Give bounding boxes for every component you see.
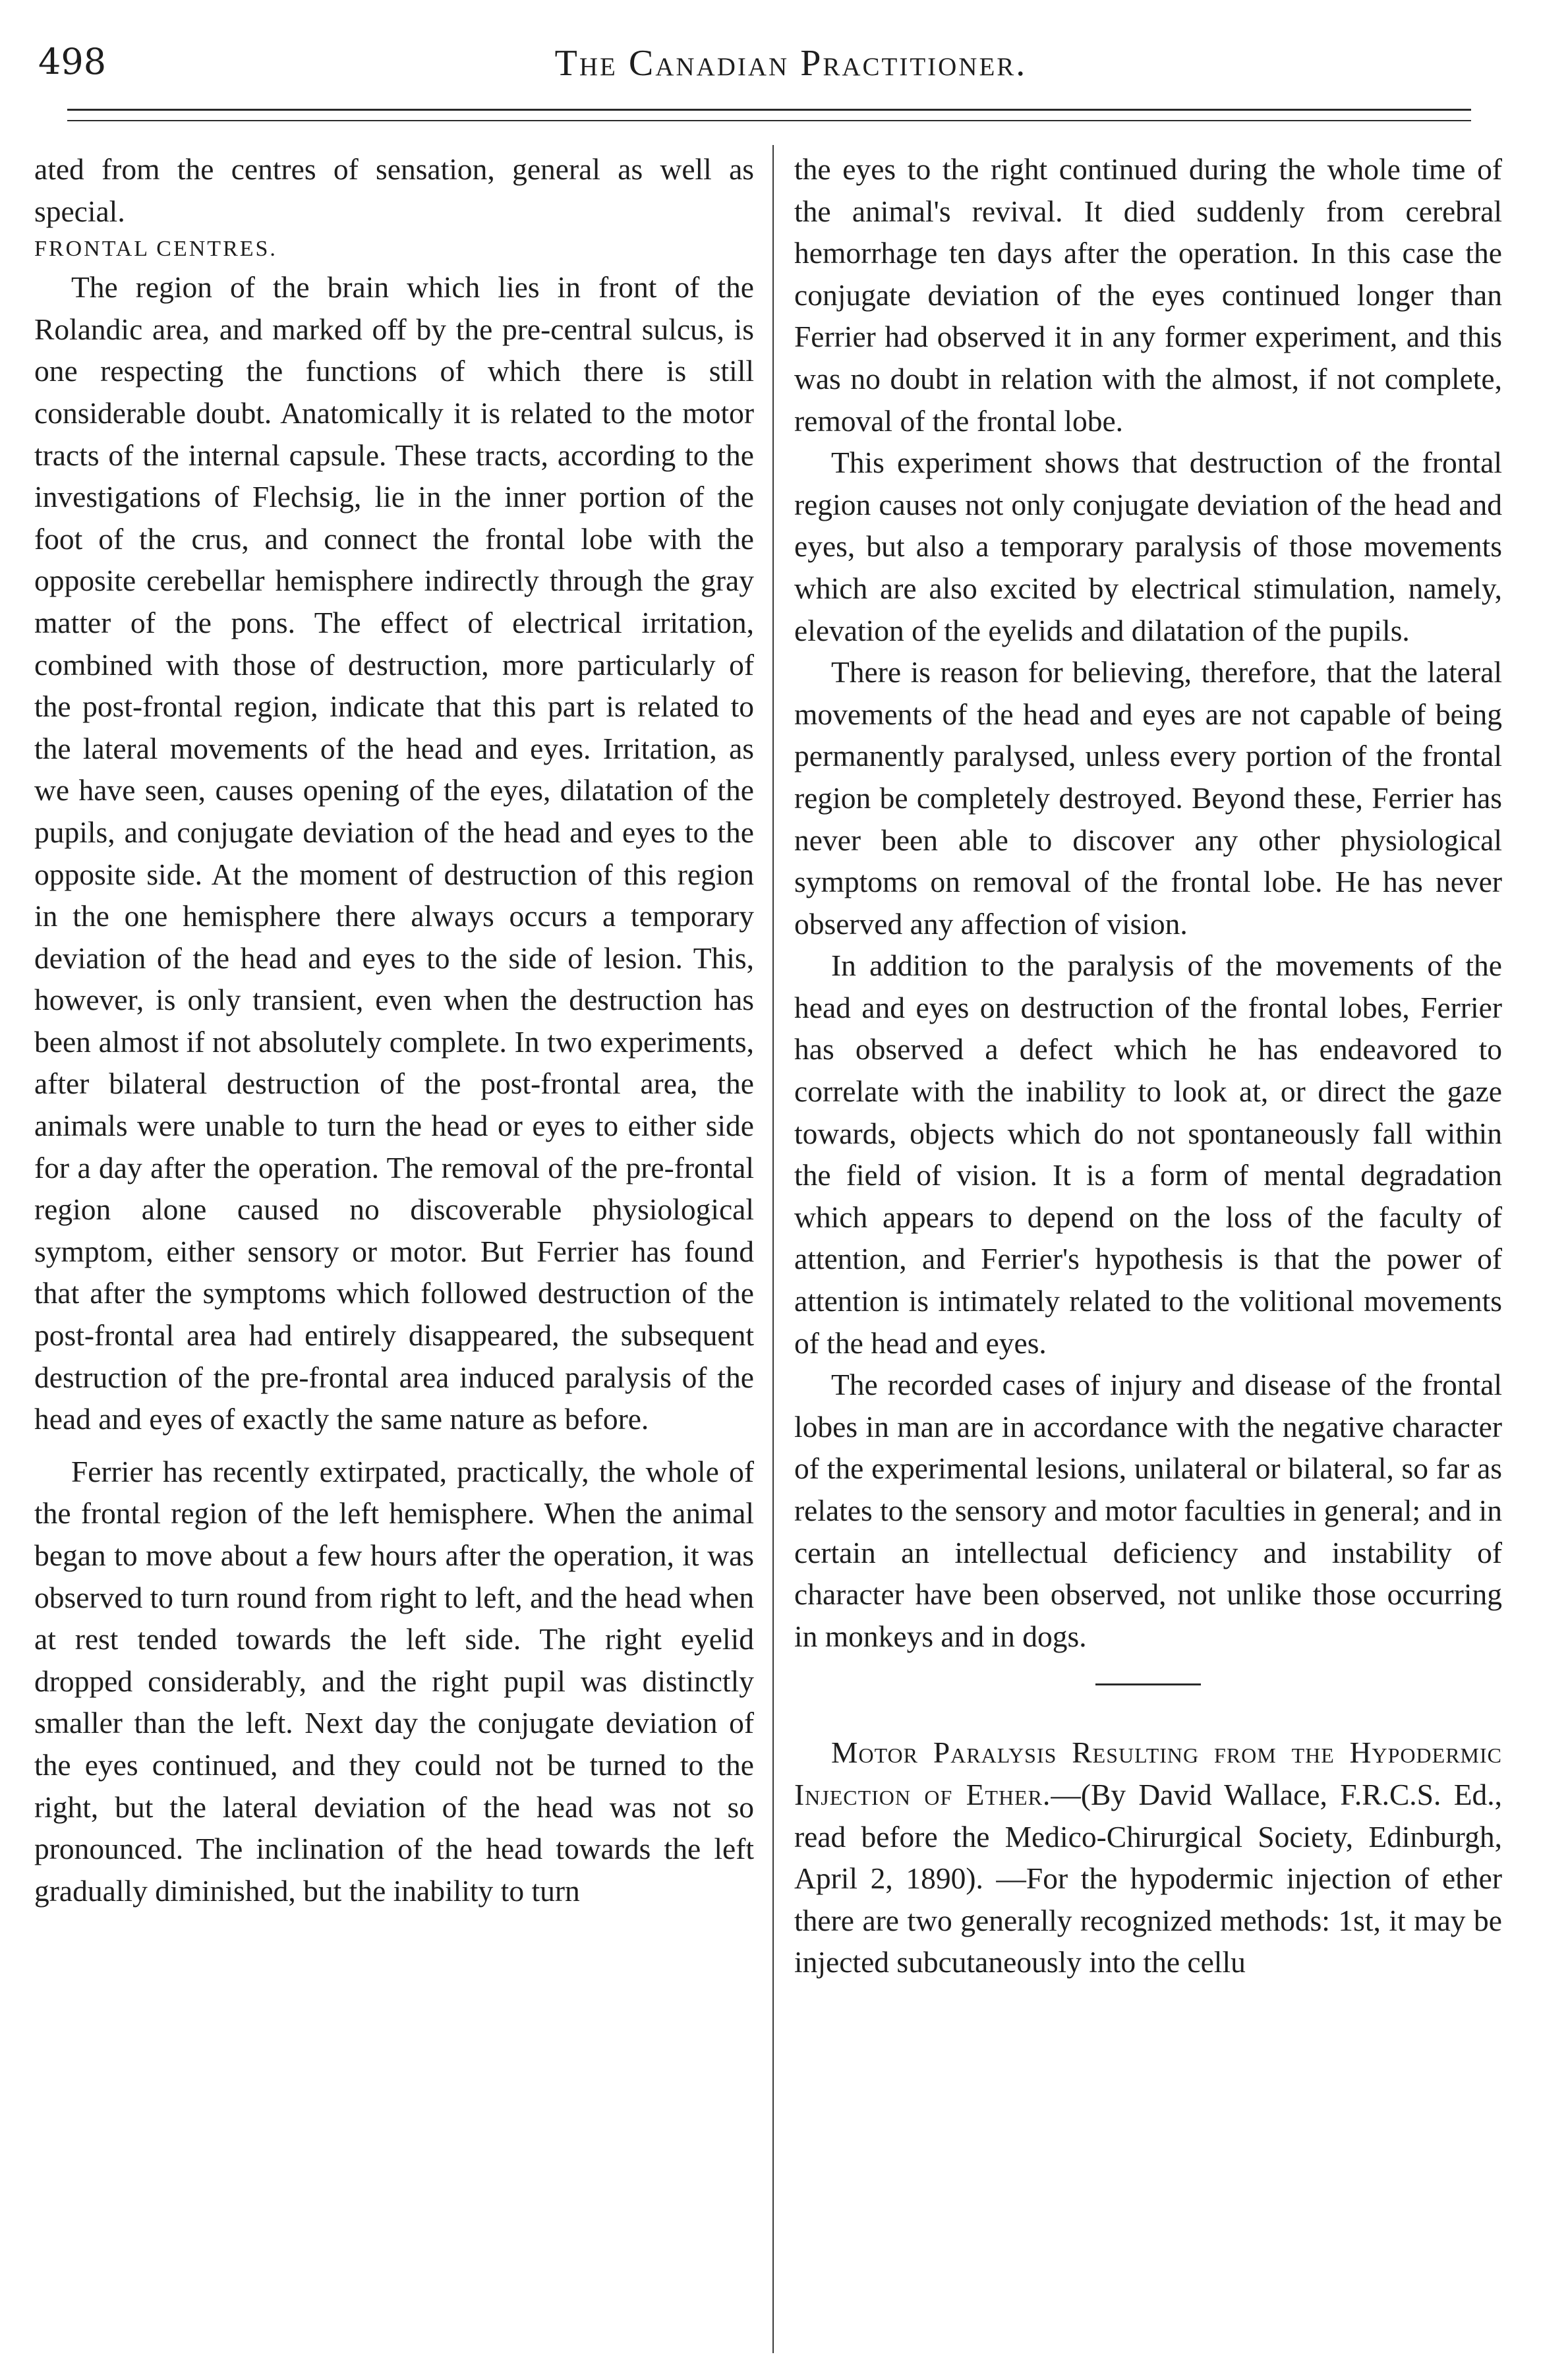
header-rule-bottom	[67, 120, 1471, 121]
paragraph-ferrier-extirpation: Ferrier has recently extirpated, practically, the whole of the frontal region of the left hemisphere. When the animal began to move about a few hours after the operation, it was observed to turn round from right to left, and the head when at rest tended towards the left side. The right eyelid dropped considerably, and the right pupil was distinctly smaller than the left. Next day the conjugate deviation of the eyes continued, and they could not be turned to the right, but the lateral deviation of the head was not so pronounced. The inclination of the head towards the left gradually diminished, but the inability to turn	[34, 1454, 754, 1908]
paragraph-recorded-cases: The recorded cases of injury and disease of the frontal lobes in man are in accordance with the negative character of the experimental lesions, unilateral or bilateral, so far as relates to the sensory and motor faculties in general; and in certain an intellectual deficiency and instability of character have been observed, not unlike those occurring in monkeys and in dogs.	[794, 1368, 1502, 1653]
article-text: —(By David Wallace, F.R.C.S. Ed., read before the Medico-Chirurgical Society, Edinburgh, April 2, 1890). —For the hypodermic injection of ether there are two generally recognized methods: 1st, it may be injected subcutaneously into the cellu	[794, 1777, 1502, 1979]
section-heading-frontal-centres: FRONTAL CENTRES.	[34, 237, 277, 262]
paragraph-reason-for-believing: There is reason for believing, therefore, that the lateral movements of the head and eyes are not capable of being permanently paralysed, unless every portion of the frontal region be completely destroyed. Beyond these, Ferrier has never been able to discover any other physiological symptoms on removal of the frontal lobe. He has never observed any affection of vision.	[794, 655, 1502, 941]
paragraph-experiment-shows: This experiment shows that destruction of the frontal region causes not only conjugate deviation of the head and eyes, but also a temporary paralysis of those movements which are also excited by electrical stimulation, namely, elevation of the eyelids and dilatation of the pupils.	[794, 446, 1502, 647]
continued-paragraph: ated from the centres of sensation, general as well as special.	[34, 152, 754, 228]
page-number: 498	[38, 41, 107, 82]
article-title: Motor Paralysis Resulting from the Hypodermic Injection of Ether.	[794, 1736, 1502, 1811]
column-divider	[772, 145, 774, 2353]
left-column	[34, 148, 754, 1912]
article-motor-paralysis	[794, 1732, 1502, 1983]
paragraph-frontal-region: The region of the brain which lies in front of the Rolandic area, and marked off by the pre-central sulcus, is one respecting the functions of which there is still considerable doubt. Anatomically it is related to the motor tracts of the internal capsule. These tracts, according to the investigations of Flechsig, lie in the inner portion of the foot of the crus, and connect the frontal lobe with the opposite cerebellar hemisphere indirectly through the gray matter of the pons. The effect of electrical irritation, combined with those of destruction, more particularly of the post-frontal region, indicate that this part is related to the lateral movements of the head and eyes. Irritation, as we have seen, causes opening of the eyes, dilatation of the pupils, and conjugate deviation of the head and eyes to the opposite side. At the moment of destruction of this region in the one hemisphere there always occurs a temporary deviation of the head and eyes to the side of lesion. This, however, is only transient, even when the destruction has been almost if not absolutely complete. In two experiments, after bilateral destruction of the post-frontal area, the animals were unable to turn the head or eyes to either side for a day after the operation. The removal of the pre-frontal region alone caused no discoverable physiological symptom, either sensory or motor. But Ferrier has found that after the symptoms which followed destruction of the post-frontal area had entirely disappeared, the subsequent destruction of the pre-frontal area induced paralysis of the head and eyes of exactly the same nature as before.	[34, 270, 754, 1436]
header-rule-top	[67, 109, 1471, 111]
paragraph-continuation: the eyes to the right continued during the whole time of the animal's revival. It died suddenly from cerebral hemorrhage ten days after the operation. In this case the conjugate deviation of the eyes continued longer than Ferrier had observed it in any former experiment, and this was no doubt in relation with the almost, if not complete, removal of the frontal lobe.	[794, 152, 1502, 438]
paragraph-in-addition: In addition to the paralysis of the movements of the head and eyes on destruction of the frontal lobes, Ferrier has observed a defect which he has endeavored to correlate with the inability to look at, or direct the gaze towards, objects which do not spontaneously fall within the field of vision. It is a form of mental degradation which appears to depend on the loss of the faculty of attention, and Ferrier's hypothesis is that the power of attention is intimately related to the volitional movements of the head and eyes.	[794, 949, 1502, 1360]
running-title: The Canadian Practitioner.	[554, 43, 1028, 84]
right-column	[794, 148, 1502, 1983]
section-separator	[1095, 1683, 1201, 1685]
